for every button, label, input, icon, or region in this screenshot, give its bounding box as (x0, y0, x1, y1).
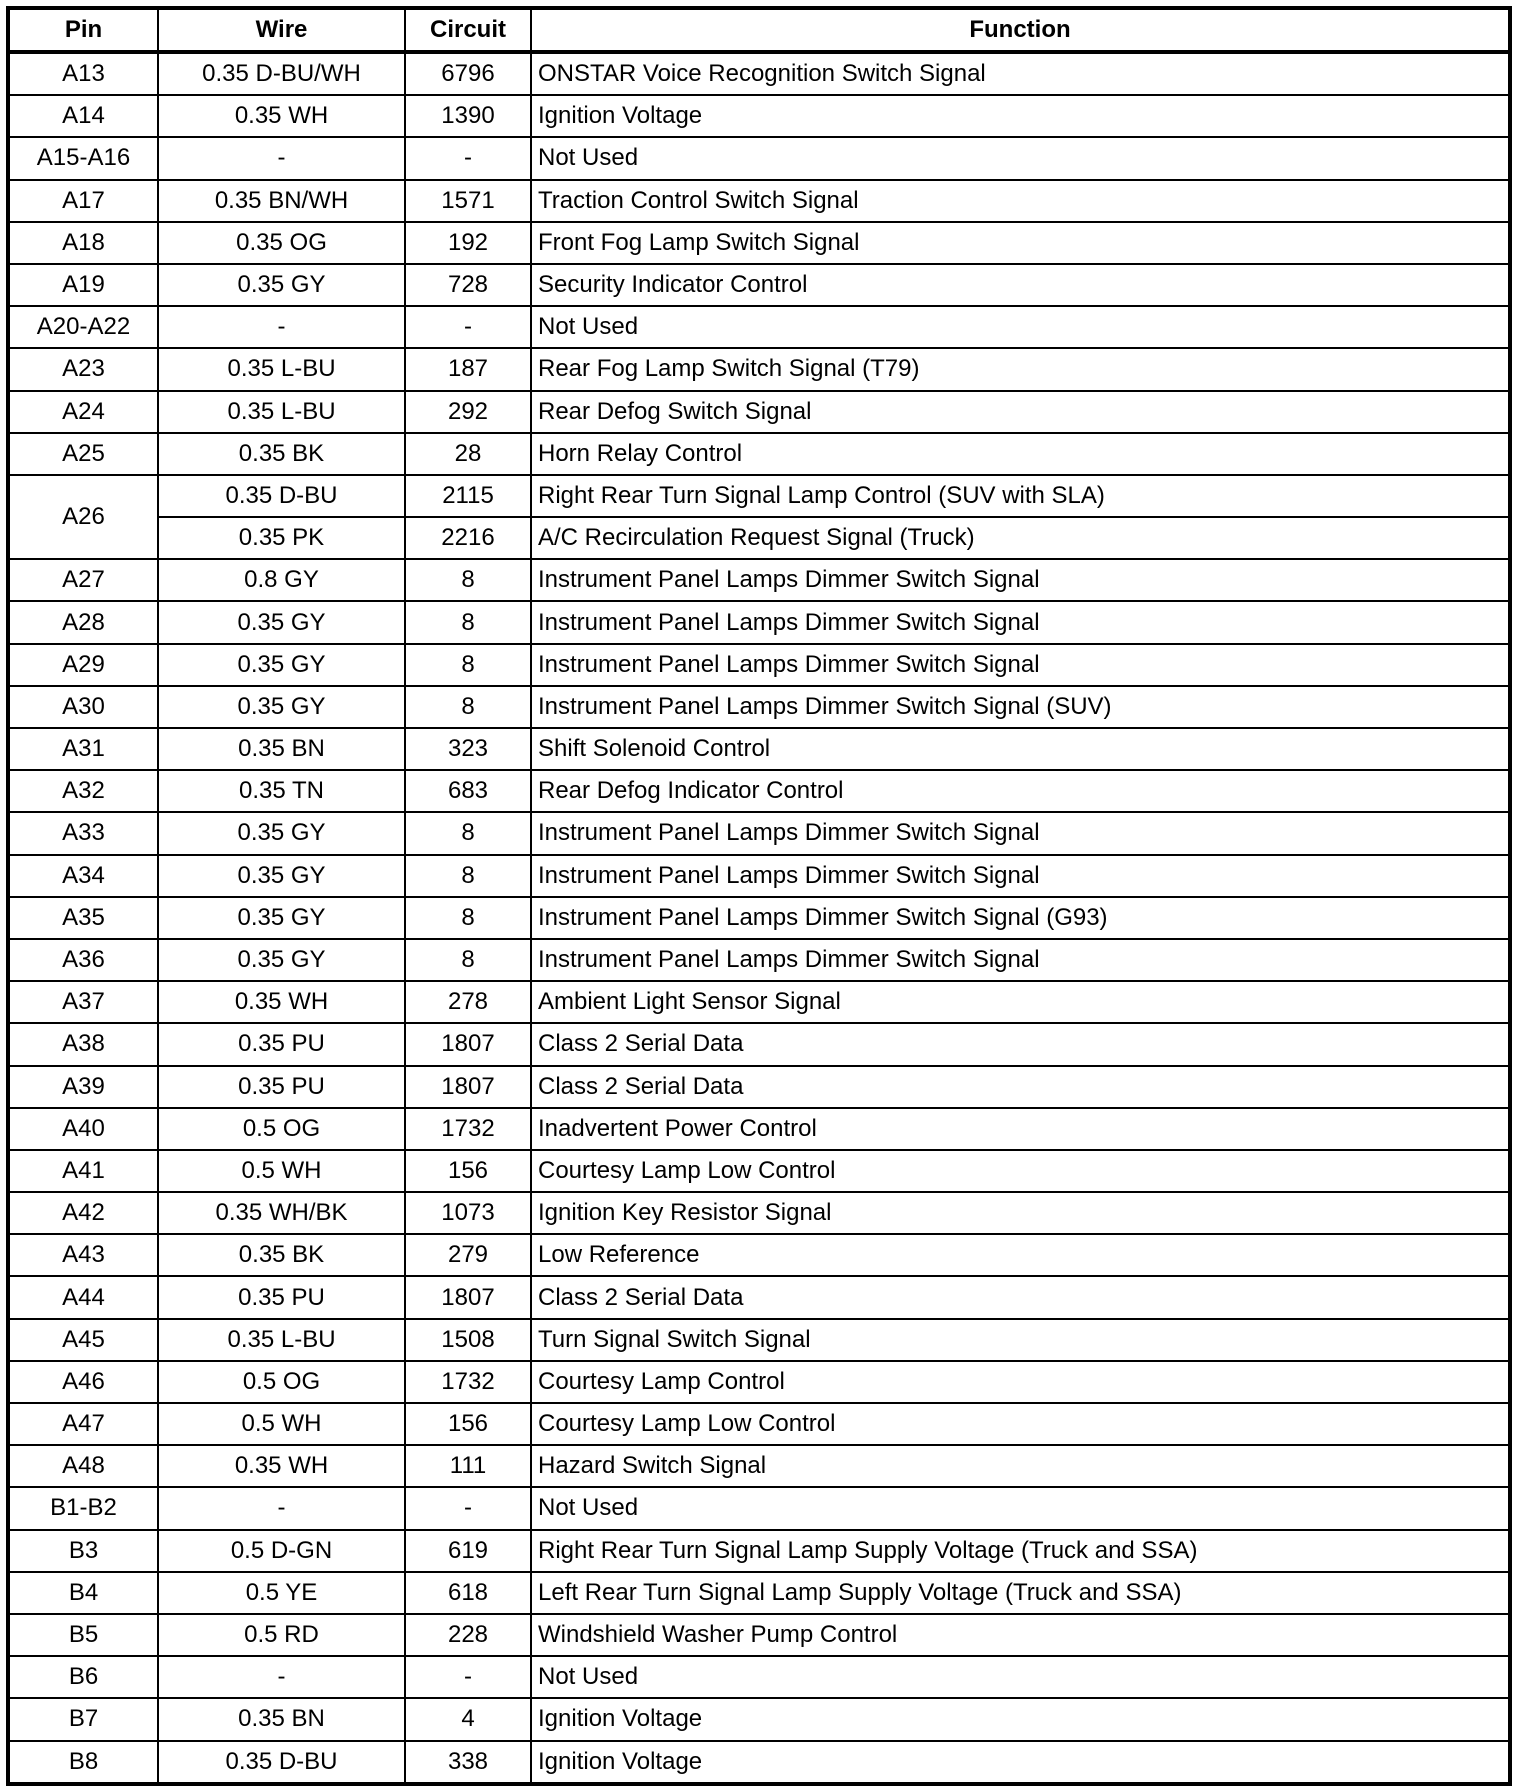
circuit-cell: 8 (405, 559, 531, 601)
table-row (8, 95, 1510, 137)
pin-cell: B4 (8, 1572, 158, 1614)
table-row (8, 1319, 1510, 1361)
function-cell: Class 2 Serial Data (531, 1276, 1510, 1318)
circuit-cell: 156 (405, 1403, 531, 1445)
circuit-cell: 683 (405, 770, 531, 812)
wire-cell: 0.35 L-BU (158, 348, 405, 390)
pin-cell: A39 (8, 1066, 158, 1108)
pin-cell: A13 (8, 52, 158, 95)
table-row (8, 1572, 1510, 1614)
pin-cell: A41 (8, 1150, 158, 1192)
function-cell: Class 2 Serial Data (531, 1023, 1510, 1065)
wire-cell: 0.35 D-BU/WH (158, 52, 405, 95)
circuit-cell: 338 (405, 1741, 531, 1785)
pin-cell: A25 (8, 433, 158, 475)
function-cell: Windshield Washer Pump Control (531, 1614, 1510, 1656)
circuit-cell: 2216 (405, 517, 531, 559)
table-row (8, 1445, 1510, 1487)
function-cell: ONSTAR Voice Recognition Switch Signal (531, 52, 1510, 95)
pin-cell: A43 (8, 1234, 158, 1276)
table-row (8, 812, 1510, 854)
function-cell: Ignition Key Resistor Signal (531, 1192, 1510, 1234)
circuit-cell: 8 (405, 897, 531, 939)
table-row (8, 1741, 1510, 1785)
table-row (8, 644, 1510, 686)
table-row (8, 1192, 1510, 1234)
wire-cell: 0.35 BN/WH (158, 180, 405, 222)
pin-cell: A14 (8, 95, 158, 137)
table-row (8, 1487, 1510, 1529)
pin-cell: A45 (8, 1319, 158, 1361)
circuit-cell: 292 (405, 391, 531, 433)
wire-cell: 0.35 PU (158, 1066, 405, 1108)
table-row (8, 939, 1510, 981)
circuit-cell: - (405, 137, 531, 179)
circuit-cell: 323 (405, 728, 531, 770)
table-row (8, 559, 1510, 601)
table-row (8, 1234, 1510, 1276)
wire-cell: 0.35 WH (158, 1445, 405, 1487)
pin-cell: A17 (8, 180, 158, 222)
table-row (8, 348, 1510, 390)
function-cell: Instrument Panel Lamps Dimmer Switch Signal (G93) (531, 897, 1510, 939)
function-cell: Rear Fog Lamp Switch Signal (T79) (531, 348, 1510, 390)
table-row (8, 1656, 1510, 1698)
pin-cell: A48 (8, 1445, 158, 1487)
pin-cell: B5 (8, 1614, 158, 1656)
wire-cell: 0.5 WH (158, 1150, 405, 1192)
pin-cell: A27 (8, 559, 158, 601)
circuit-cell: 192 (405, 222, 531, 264)
function-cell: Front Fog Lamp Switch Signal (531, 222, 1510, 264)
function-cell: Security Indicator Control (531, 264, 1510, 306)
function-cell: Instrument Panel Lamps Dimmer Switch Signal (SUV) (531, 686, 1510, 728)
wire-cell: 0.35 GY (158, 644, 405, 686)
pin-cell: A26 (8, 475, 158, 559)
wire-cell: - (158, 1487, 405, 1529)
function-cell: Instrument Panel Lamps Dimmer Switch Signal (531, 812, 1510, 854)
wire-cell: 0.35 GY (158, 812, 405, 854)
wire-cell: 0.35 GY (158, 939, 405, 981)
pin-cell: A28 (8, 601, 158, 643)
table-row (8, 264, 1510, 306)
pin-cell: A40 (8, 1108, 158, 1150)
pin-cell: B1-B2 (8, 1487, 158, 1529)
pin-cell: A15-A16 (8, 137, 158, 179)
circuit-cell: - (405, 306, 531, 348)
function-cell: Not Used (531, 1487, 1510, 1529)
function-cell: A/C Recirculation Request Signal (Truck) (531, 517, 1510, 559)
table-row (8, 728, 1510, 770)
pin-cell: A33 (8, 812, 158, 854)
circuit-cell: 6796 (405, 52, 531, 95)
circuit-cell: 1807 (405, 1066, 531, 1108)
function-cell: Not Used (531, 1656, 1510, 1698)
circuit-cell: 2115 (405, 475, 531, 517)
table-row (8, 1023, 1510, 1065)
wire-cell: 0.35 TN (158, 770, 405, 812)
circuit-cell: 1073 (405, 1192, 531, 1234)
circuit-cell: 8 (405, 939, 531, 981)
table-row (8, 981, 1510, 1023)
wire-cell: - (158, 137, 405, 179)
wire-cell: 0.5 D-GN (158, 1530, 405, 1572)
function-cell: Ambient Light Sensor Signal (531, 981, 1510, 1023)
function-cell: Ignition Voltage (531, 95, 1510, 137)
pin-cell: B6 (8, 1656, 158, 1698)
pinout-table (6, 6, 1512, 1786)
pin-cell: A46 (8, 1361, 158, 1403)
circuit-cell: 278 (405, 981, 531, 1023)
wire-cell: 0.35 PU (158, 1023, 405, 1065)
wire-header: Wire (158, 8, 405, 52)
wire-cell: 0.35 L-BU (158, 391, 405, 433)
pin-cell: B7 (8, 1698, 158, 1740)
function-cell: Traction Control Switch Signal (531, 180, 1510, 222)
table-row (8, 855, 1510, 897)
circuit-cell: - (405, 1487, 531, 1529)
circuit-cell: 1390 (405, 95, 531, 137)
wire-cell: - (158, 306, 405, 348)
table-row (8, 1530, 1510, 1572)
function-cell: Rear Defog Switch Signal (531, 391, 1510, 433)
table-row (8, 433, 1510, 475)
pin-header: Pin (8, 8, 158, 52)
function-cell: Not Used (531, 306, 1510, 348)
function-cell: Instrument Panel Lamps Dimmer Switch Signal (531, 855, 1510, 897)
circuit-cell: 279 (405, 1234, 531, 1276)
table-row (8, 137, 1510, 179)
wire-cell: 0.35 GY (158, 601, 405, 643)
wire-cell: 0.35 L-BU (158, 1319, 405, 1361)
wire-cell: 0.35 GY (158, 897, 405, 939)
circuit-cell: 187 (405, 348, 531, 390)
pin-cell: B3 (8, 1530, 158, 1572)
wire-cell: 0.35 WH (158, 95, 405, 137)
function-cell: Rear Defog Indicator Control (531, 770, 1510, 812)
pin-cell: A32 (8, 770, 158, 812)
table-row (8, 1361, 1510, 1403)
wire-cell: 0.8 GY (158, 559, 405, 601)
table-row (8, 686, 1510, 728)
function-cell: Ignition Voltage (531, 1741, 1510, 1785)
table-row (8, 770, 1510, 812)
circuit-header: Circuit (405, 8, 531, 52)
table-row (8, 1614, 1510, 1656)
table-row (8, 1276, 1510, 1318)
header-row (8, 8, 1510, 52)
table-row (8, 1403, 1510, 1445)
circuit-cell: 1807 (405, 1276, 531, 1318)
pin-cell: A23 (8, 348, 158, 390)
table-row (8, 180, 1510, 222)
wire-cell: 0.35 BN (158, 1698, 405, 1740)
table-row (8, 306, 1510, 348)
wire-cell: - (158, 1656, 405, 1698)
wire-cell: 0.35 BN (158, 728, 405, 770)
circuit-cell: 1807 (405, 1023, 531, 1065)
circuit-cell: 228 (405, 1614, 531, 1656)
function-cell: Shift Solenoid Control (531, 728, 1510, 770)
function-cell: Courtesy Lamp Control (531, 1361, 1510, 1403)
pin-cell: B8 (8, 1741, 158, 1785)
circuit-cell: 111 (405, 1445, 531, 1487)
table-row (8, 517, 1510, 559)
circuit-cell: 8 (405, 812, 531, 854)
pin-cell: A29 (8, 644, 158, 686)
pin-cell: A18 (8, 222, 158, 264)
wire-cell: 0.35 PU (158, 1276, 405, 1318)
circuit-cell: 4 (405, 1698, 531, 1740)
circuit-cell: 1571 (405, 180, 531, 222)
function-cell: Instrument Panel Lamps Dimmer Switch Signal (531, 559, 1510, 601)
circuit-cell: 619 (405, 1530, 531, 1572)
function-cell: Courtesy Lamp Low Control (531, 1403, 1510, 1445)
circuit-cell: 28 (405, 433, 531, 475)
wire-cell: 0.35 GY (158, 264, 405, 306)
wire-cell: 0.5 WH (158, 1403, 405, 1445)
circuit-cell: 8 (405, 644, 531, 686)
function-cell: Horn Relay Control (531, 433, 1510, 475)
function-cell: Courtesy Lamp Low Control (531, 1150, 1510, 1192)
pin-cell: A47 (8, 1403, 158, 1445)
wire-cell: 0.35 WH (158, 981, 405, 1023)
function-cell: Right Rear Turn Signal Lamp Control (SUV with SLA) (531, 475, 1510, 517)
circuit-cell: 1732 (405, 1108, 531, 1150)
connector-pinout-table (6, 6, 1512, 1786)
circuit-cell: - (405, 1656, 531, 1698)
table-row (8, 1698, 1510, 1740)
table-row (8, 475, 1510, 517)
pin-cell: A37 (8, 981, 158, 1023)
circuit-cell: 8 (405, 601, 531, 643)
pin-cell: A20-A22 (8, 306, 158, 348)
table-row (8, 1150, 1510, 1192)
function-header: Function (531, 8, 1510, 52)
pin-cell: A42 (8, 1192, 158, 1234)
function-cell: Inadvertent Power Control (531, 1108, 1510, 1150)
circuit-cell: 8 (405, 855, 531, 897)
pin-cell: A36 (8, 939, 158, 981)
pin-cell: A30 (8, 686, 158, 728)
circuit-cell: 8 (405, 686, 531, 728)
table-row (8, 222, 1510, 264)
wire-cell: 0.5 RD (158, 1614, 405, 1656)
table-row (8, 391, 1510, 433)
pin-cell: A38 (8, 1023, 158, 1065)
table-row (8, 601, 1510, 643)
function-cell: Right Rear Turn Signal Lamp Supply Voltage (Truck and SSA) (531, 1530, 1510, 1572)
function-cell: Not Used (531, 137, 1510, 179)
wire-cell: 0.35 GY (158, 855, 405, 897)
pin-cell: A24 (8, 391, 158, 433)
wire-cell: 0.5 OG (158, 1361, 405, 1403)
function-cell: Class 2 Serial Data (531, 1066, 1510, 1108)
pin-cell: A19 (8, 264, 158, 306)
table-row (8, 52, 1510, 95)
wire-cell: 0.35 WH/BK (158, 1192, 405, 1234)
circuit-cell: 618 (405, 1572, 531, 1614)
wire-cell: 0.35 GY (158, 686, 405, 728)
function-cell: Turn Signal Switch Signal (531, 1319, 1510, 1361)
function-cell: Instrument Panel Lamps Dimmer Switch Signal (531, 601, 1510, 643)
wire-cell: 0.35 OG (158, 222, 405, 264)
pin-cell: A44 (8, 1276, 158, 1318)
circuit-cell: 1508 (405, 1319, 531, 1361)
wire-cell: 0.35 PK (158, 517, 405, 559)
function-cell: Hazard Switch Signal (531, 1445, 1510, 1487)
pin-cell: A35 (8, 897, 158, 939)
circuit-cell: 728 (405, 264, 531, 306)
wire-cell: 0.35 D-BU (158, 475, 405, 517)
wire-cell: 0.35 D-BU (158, 1741, 405, 1785)
function-cell: Low Reference (531, 1234, 1510, 1276)
pin-cell: A34 (8, 855, 158, 897)
table-row (8, 897, 1510, 939)
wire-cell: 0.35 BK (158, 433, 405, 475)
table-row (8, 1066, 1510, 1108)
function-cell: Instrument Panel Lamps Dimmer Switch Signal (531, 644, 1510, 686)
wire-cell: 0.35 BK (158, 1234, 405, 1276)
wire-cell: 0.5 YE (158, 1572, 405, 1614)
circuit-cell: 1732 (405, 1361, 531, 1403)
table-row (8, 1108, 1510, 1150)
wire-cell: 0.5 OG (158, 1108, 405, 1150)
function-cell: Left Rear Turn Signal Lamp Supply Voltage (Truck and SSA) (531, 1572, 1510, 1614)
pin-cell: A31 (8, 728, 158, 770)
circuit-cell: 156 (405, 1150, 531, 1192)
table-body (8, 52, 1510, 1784)
function-cell: Instrument Panel Lamps Dimmer Switch Signal (531, 939, 1510, 981)
function-cell: Ignition Voltage (531, 1698, 1510, 1740)
